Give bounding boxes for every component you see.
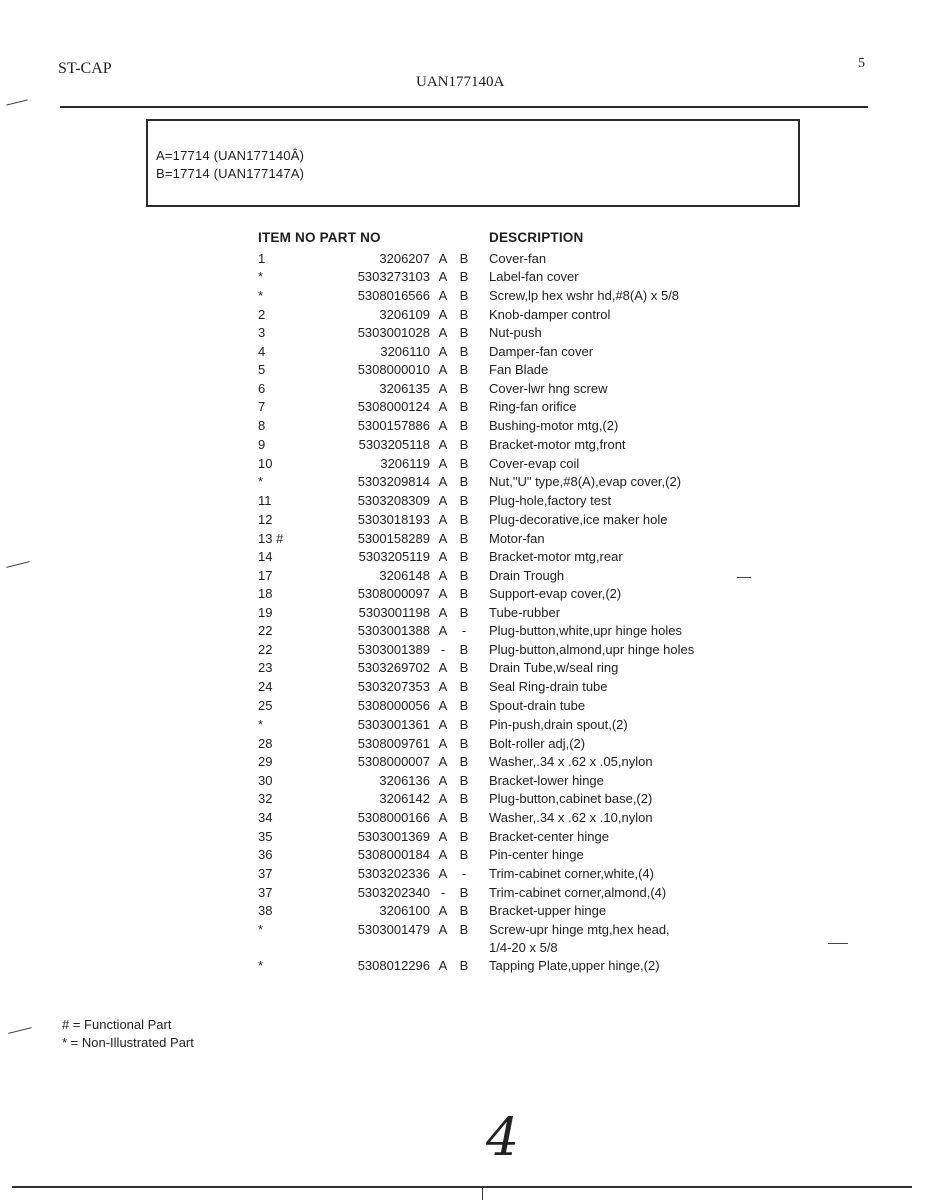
model-a-flag: - — [440, 642, 446, 657]
part-number: 5308000010 — [357, 362, 430, 377]
part-number: 5308009761 — [357, 736, 430, 751]
model-b-flag: B — [459, 922, 469, 937]
part-description: Washer,.34 x .62 x .05,nylon — [489, 754, 653, 769]
item-number: * — [258, 958, 264, 973]
item-number: * — [258, 288, 264, 303]
part-number: 5308012296 — [357, 958, 430, 973]
model-b-flag: B — [459, 885, 469, 900]
model-b-flag: B — [459, 325, 469, 340]
model-a-flag: A — [438, 810, 448, 825]
part-number: 5308000124 — [357, 399, 430, 414]
item-number: 4 — [258, 344, 266, 359]
table-row — [0, 772, 927, 790]
model-a-flag: A — [438, 660, 448, 675]
item-number: 5 — [258, 362, 266, 377]
model-a-flag: A — [438, 362, 448, 377]
table-row — [0, 790, 927, 808]
part-description: Cover-evap coil — [489, 456, 580, 471]
model-a-flag: A — [438, 456, 448, 471]
model-a-flag: A — [438, 717, 448, 732]
table-row — [0, 846, 927, 864]
item-number: 18 — [258, 586, 273, 601]
table-row — [0, 343, 927, 361]
model-b-flag: B — [459, 847, 469, 862]
model-number-title: UAN177140A — [416, 74, 505, 90]
part-number: 5308000184 — [357, 847, 430, 862]
table-row — [0, 604, 927, 622]
part-number: 3206135 — [379, 381, 430, 396]
model-b-flag: B — [459, 791, 469, 806]
model-a-flag: A — [438, 773, 448, 788]
item-number: * — [258, 269, 264, 284]
part-description: Motor-fan — [489, 531, 545, 546]
model-b-flag: B — [459, 773, 469, 788]
table-row — [0, 324, 927, 342]
item-number: 37 — [258, 866, 273, 881]
part-description: Bracket-motor mtg,front — [489, 437, 626, 452]
item-number: 3 — [258, 325, 266, 340]
part-number: 3206119 — [380, 456, 430, 471]
model-b-flag: B — [459, 642, 469, 657]
model-b-flag: B — [459, 958, 469, 973]
part-number: 5303202340 — [357, 885, 430, 900]
model-a-flag: A — [438, 568, 448, 583]
table-row — [0, 865, 927, 883]
model-a-flag: A — [438, 791, 448, 806]
footer-rule — [12, 1186, 912, 1188]
model-b-flag: B — [459, 586, 469, 601]
legend-functional: # = Functional Part — [62, 1017, 172, 1032]
table-row — [0, 957, 927, 975]
model-a-flag: A — [438, 437, 448, 452]
part-number: 5303001361 — [357, 717, 430, 732]
part-description: Support-evap cover,(2) — [489, 586, 622, 601]
table-row — [0, 548, 927, 566]
part-description: Tube-rubber — [489, 605, 561, 620]
part-description: Bracket-lower hinge — [489, 773, 604, 788]
part-number: 5303001479 — [357, 922, 430, 937]
part-description: Plug-button,white,upr hinge holes — [489, 623, 682, 638]
model-a-flag: A — [438, 958, 448, 973]
part-description: Bracket-upper hinge — [489, 903, 607, 918]
table-row — [0, 511, 927, 529]
item-number: 6 — [258, 381, 266, 396]
item-part-column-header: ITEM NO PART NO — [258, 230, 381, 245]
item-number: 32 — [258, 791, 273, 806]
model-b-flag: B — [459, 251, 469, 266]
model-b-flag: B — [459, 717, 469, 732]
model-b-flag: B — [459, 531, 469, 546]
part-number: 5303207353 — [357, 679, 430, 694]
model-b-flag: B — [459, 362, 469, 377]
model-b-flag: B — [459, 810, 469, 825]
item-number: * — [258, 474, 264, 489]
scan-mark — [6, 99, 28, 105]
table-row — [0, 306, 927, 324]
header-rule — [60, 106, 868, 108]
model-a-flag: A — [438, 381, 448, 396]
part-number: 3206148 — [379, 568, 430, 583]
model-a-flag: A — [438, 903, 448, 918]
item-number: 1 — [258, 251, 266, 266]
part-number: 5308000007 — [357, 754, 430, 769]
item-number: 34 — [258, 810, 273, 825]
part-number: 3206142 — [379, 791, 430, 806]
table-row — [0, 735, 927, 753]
model-b-flag: B — [459, 344, 469, 359]
part-description: Trim-cabinet corner,white,(4) — [489, 866, 654, 881]
footer-tick — [482, 1186, 483, 1200]
model-a-flag: A — [438, 288, 448, 303]
part-description: Nut-push — [489, 325, 542, 340]
model-b-flag: B — [459, 456, 469, 471]
part-description: Screw-upr hinge mtg,hex head, — [489, 922, 670, 937]
item-number: 29 — [258, 754, 273, 769]
part-number: 3206100 — [379, 903, 430, 918]
model-a-flag: A — [438, 512, 448, 527]
part-description: Plug-decorative,ice maker hole — [489, 512, 668, 527]
item-number: 24 — [258, 679, 273, 694]
part-description: Seal Ring-drain tube — [489, 679, 608, 694]
model-b-flag: B — [459, 605, 469, 620]
table-row — [0, 641, 927, 659]
part-description: Label-fan cover — [489, 269, 579, 284]
table-row — [0, 287, 927, 305]
model-b-flag: B — [459, 418, 469, 433]
part-description: Knob-damper control — [489, 307, 611, 322]
part-number: 3206136 — [379, 773, 430, 788]
part-description: Fan Blade — [489, 362, 549, 377]
model-b-flag: B — [459, 754, 469, 769]
part-number: 5300157886 — [357, 418, 430, 433]
table-row — [0, 398, 927, 416]
part-number: 5303001389 — [357, 642, 430, 657]
part-description: Tapping Plate,upper hinge,(2) — [489, 958, 660, 973]
model-b-flag: B — [459, 269, 469, 284]
scan-mark — [828, 943, 848, 944]
table-row — [0, 716, 927, 734]
part-description: Drain Tube,w/seal ring — [489, 660, 619, 675]
part-number: 5308016566 — [357, 288, 430, 303]
model-b-flag: B — [459, 829, 469, 844]
model-a-flag: A — [438, 829, 448, 844]
model-a-flag: A — [438, 251, 448, 266]
model-b-flag: B — [459, 549, 469, 564]
table-row — [0, 455, 927, 473]
model-a-flag: A — [438, 493, 448, 508]
table-row — [0, 380, 927, 398]
model-a-flag: A — [438, 474, 448, 489]
part-number: 5303001369 — [357, 829, 430, 844]
model-b-flag: B — [459, 437, 469, 452]
part-description: Ring-fan orifice — [489, 399, 577, 414]
part-description: Drain Trough — [489, 568, 565, 583]
part-description: Bushing-motor mtg,(2) — [489, 418, 619, 433]
table-row — [0, 417, 927, 435]
table-row — [0, 753, 927, 771]
model-a-flag: A — [438, 586, 448, 601]
item-number: 7 — [258, 399, 266, 414]
table-row — [0, 585, 927, 603]
table-row — [0, 678, 927, 696]
model-b-flag: B — [459, 288, 469, 303]
model-a-flag: A — [438, 399, 448, 414]
model-b-flag: B — [459, 568, 469, 583]
part-number: 5308000097 — [357, 586, 430, 601]
item-number: 8 — [258, 418, 266, 433]
model-b-flag: B — [459, 474, 469, 489]
item-number: * — [258, 717, 264, 732]
model-b-flag: B — [459, 903, 469, 918]
item-number: * — [258, 922, 264, 937]
part-description: Trim-cabinet corner,almond,(4) — [489, 885, 667, 900]
model-a-flag: A — [438, 549, 448, 564]
item-number: 37 — [258, 885, 273, 900]
model-a-flag: A — [438, 307, 448, 322]
table-row — [0, 902, 927, 920]
model-b-line: B=17714 (UAN177147A) — [156, 166, 305, 181]
item-number: 36 — [258, 847, 273, 862]
model-a-flag: A — [438, 531, 448, 546]
part-number: 5303269702 — [357, 660, 430, 675]
table-row — [0, 567, 927, 585]
table-row — [0, 530, 927, 548]
part-number: 3206109 — [379, 307, 430, 322]
table-row — [0, 268, 927, 286]
part-description: Plug-hole,factory test — [489, 493, 612, 508]
part-number: 5308000056 — [357, 698, 430, 713]
part-number: 5308000166 — [357, 810, 430, 825]
table-row — [0, 884, 927, 902]
model-a-flag: A — [438, 269, 448, 284]
table-row — [0, 809, 927, 827]
model-a-flag: A — [438, 344, 448, 359]
part-number: 3206207 — [379, 251, 430, 266]
model-a-flag: A — [438, 866, 448, 881]
table-row — [0, 473, 927, 491]
part-description: Bolt-roller adj,(2) — [489, 736, 586, 751]
part-description: Cover-fan — [489, 251, 547, 266]
item-number: 14 — [258, 549, 273, 564]
model-a-line: A=17714 (UAN177140Â) — [156, 148, 305, 163]
model-a-flag: A — [438, 679, 448, 694]
scan-mark — [737, 577, 751, 578]
model-b-flag: B — [459, 307, 469, 322]
model-a-flag: A — [438, 922, 448, 937]
item-number: 12 — [258, 512, 273, 527]
doc-code: ST-CAP — [58, 60, 112, 77]
legend-non-illustrated: * = Non-Illustrated Part — [62, 1035, 194, 1050]
model-a-flag: A — [438, 623, 448, 638]
table-row — [0, 921, 927, 955]
part-number: 5303208309 — [357, 493, 430, 508]
page-number: 5 — [858, 56, 865, 71]
table-row — [0, 622, 927, 640]
table-row — [0, 828, 927, 846]
part-number: 5303001388 — [357, 623, 430, 638]
table-row — [0, 492, 927, 510]
item-number: 22 — [258, 642, 273, 657]
model-a-flag: A — [438, 418, 448, 433]
part-description: Plug-button,cabinet base,(2) — [489, 791, 653, 806]
part-number: 5303202336 — [357, 866, 430, 881]
part-description: Nut,"U" type,#8(A),evap cover,(2) — [489, 474, 682, 489]
part-description: Washer,.34 x .62 x .10,nylon — [489, 810, 653, 825]
model-b-flag: B — [459, 381, 469, 396]
item-number: 9 — [258, 437, 266, 452]
table-row — [0, 659, 927, 677]
part-number: 5303001198 — [358, 605, 430, 620]
item-number: 38 — [258, 903, 273, 918]
table-row — [0, 697, 927, 715]
model-a-flag: A — [438, 736, 448, 751]
part-number: 5303001028 — [357, 325, 430, 340]
model-b-flag: - — [461, 866, 467, 881]
part-description: Pin-center hinge — [489, 847, 584, 862]
part-number: 5303205118 — [358, 437, 430, 452]
part-number: 5303018193 — [357, 512, 430, 527]
legend — [62, 1016, 194, 1052]
description-column-header: DESCRIPTION — [489, 230, 584, 245]
item-number: 28 — [258, 736, 273, 751]
model-a-flag: A — [438, 605, 448, 620]
handwritten-mark: 4 — [486, 1108, 520, 1168]
model-b-flag: B — [459, 399, 469, 414]
item-number: 10 — [258, 456, 273, 471]
item-number: 35 — [258, 829, 273, 844]
item-number: 11 — [258, 493, 272, 508]
part-number: 3206110 — [380, 344, 430, 359]
model-key-box — [146, 119, 800, 207]
part-number: 5303209814 — [357, 474, 430, 489]
part-description: Damper-fan cover — [489, 344, 594, 359]
table-row — [0, 436, 927, 454]
model-b-flag: B — [459, 493, 469, 508]
part-number: 5303273103 — [357, 269, 430, 284]
model-a-flag: A — [438, 754, 448, 769]
part-description: Bracket-center hinge — [489, 829, 609, 844]
part-description: Cover-lwr hng screw — [489, 381, 608, 396]
model-a-flag: A — [438, 698, 448, 713]
model-b-flag: B — [459, 512, 469, 527]
item-number: 25 — [258, 698, 273, 713]
part-description: Plug-button,almond,upr hinge holes — [489, 642, 695, 657]
item-number: 30 — [258, 773, 273, 788]
part-description: Bracket-motor mtg,rear — [489, 549, 623, 564]
item-number: 19 — [258, 605, 273, 620]
part-description: Screw,lp hex wshr hd,#8(A) x 5/8 — [489, 288, 680, 303]
item-number: 22 — [258, 623, 273, 638]
model-a-flag: - — [440, 885, 446, 900]
model-a-flag: A — [438, 325, 448, 340]
table-row — [0, 361, 927, 379]
model-b-flag: B — [459, 660, 469, 675]
part-description-continued: 1/4-20 x 5/8 — [489, 940, 558, 955]
item-number: 2 — [258, 307, 266, 322]
model-b-flag: B — [459, 679, 469, 694]
part-number: 5303205119 — [358, 549, 430, 564]
part-description: Pin-push,drain spout,(2) — [489, 717, 628, 732]
item-number: 23 — [258, 660, 273, 675]
item-number: 17 — [258, 568, 273, 583]
item-number: 13 # — [258, 531, 284, 546]
model-b-flag: B — [459, 698, 469, 713]
model-b-flag: B — [459, 736, 469, 751]
part-number: 5300158289 — [357, 531, 430, 546]
part-description: Spout-drain tube — [489, 698, 586, 713]
model-b-flag: - — [461, 623, 467, 638]
table-row — [0, 250, 927, 268]
model-a-flag: A — [438, 847, 448, 862]
scan-mark — [8, 1027, 32, 1034]
